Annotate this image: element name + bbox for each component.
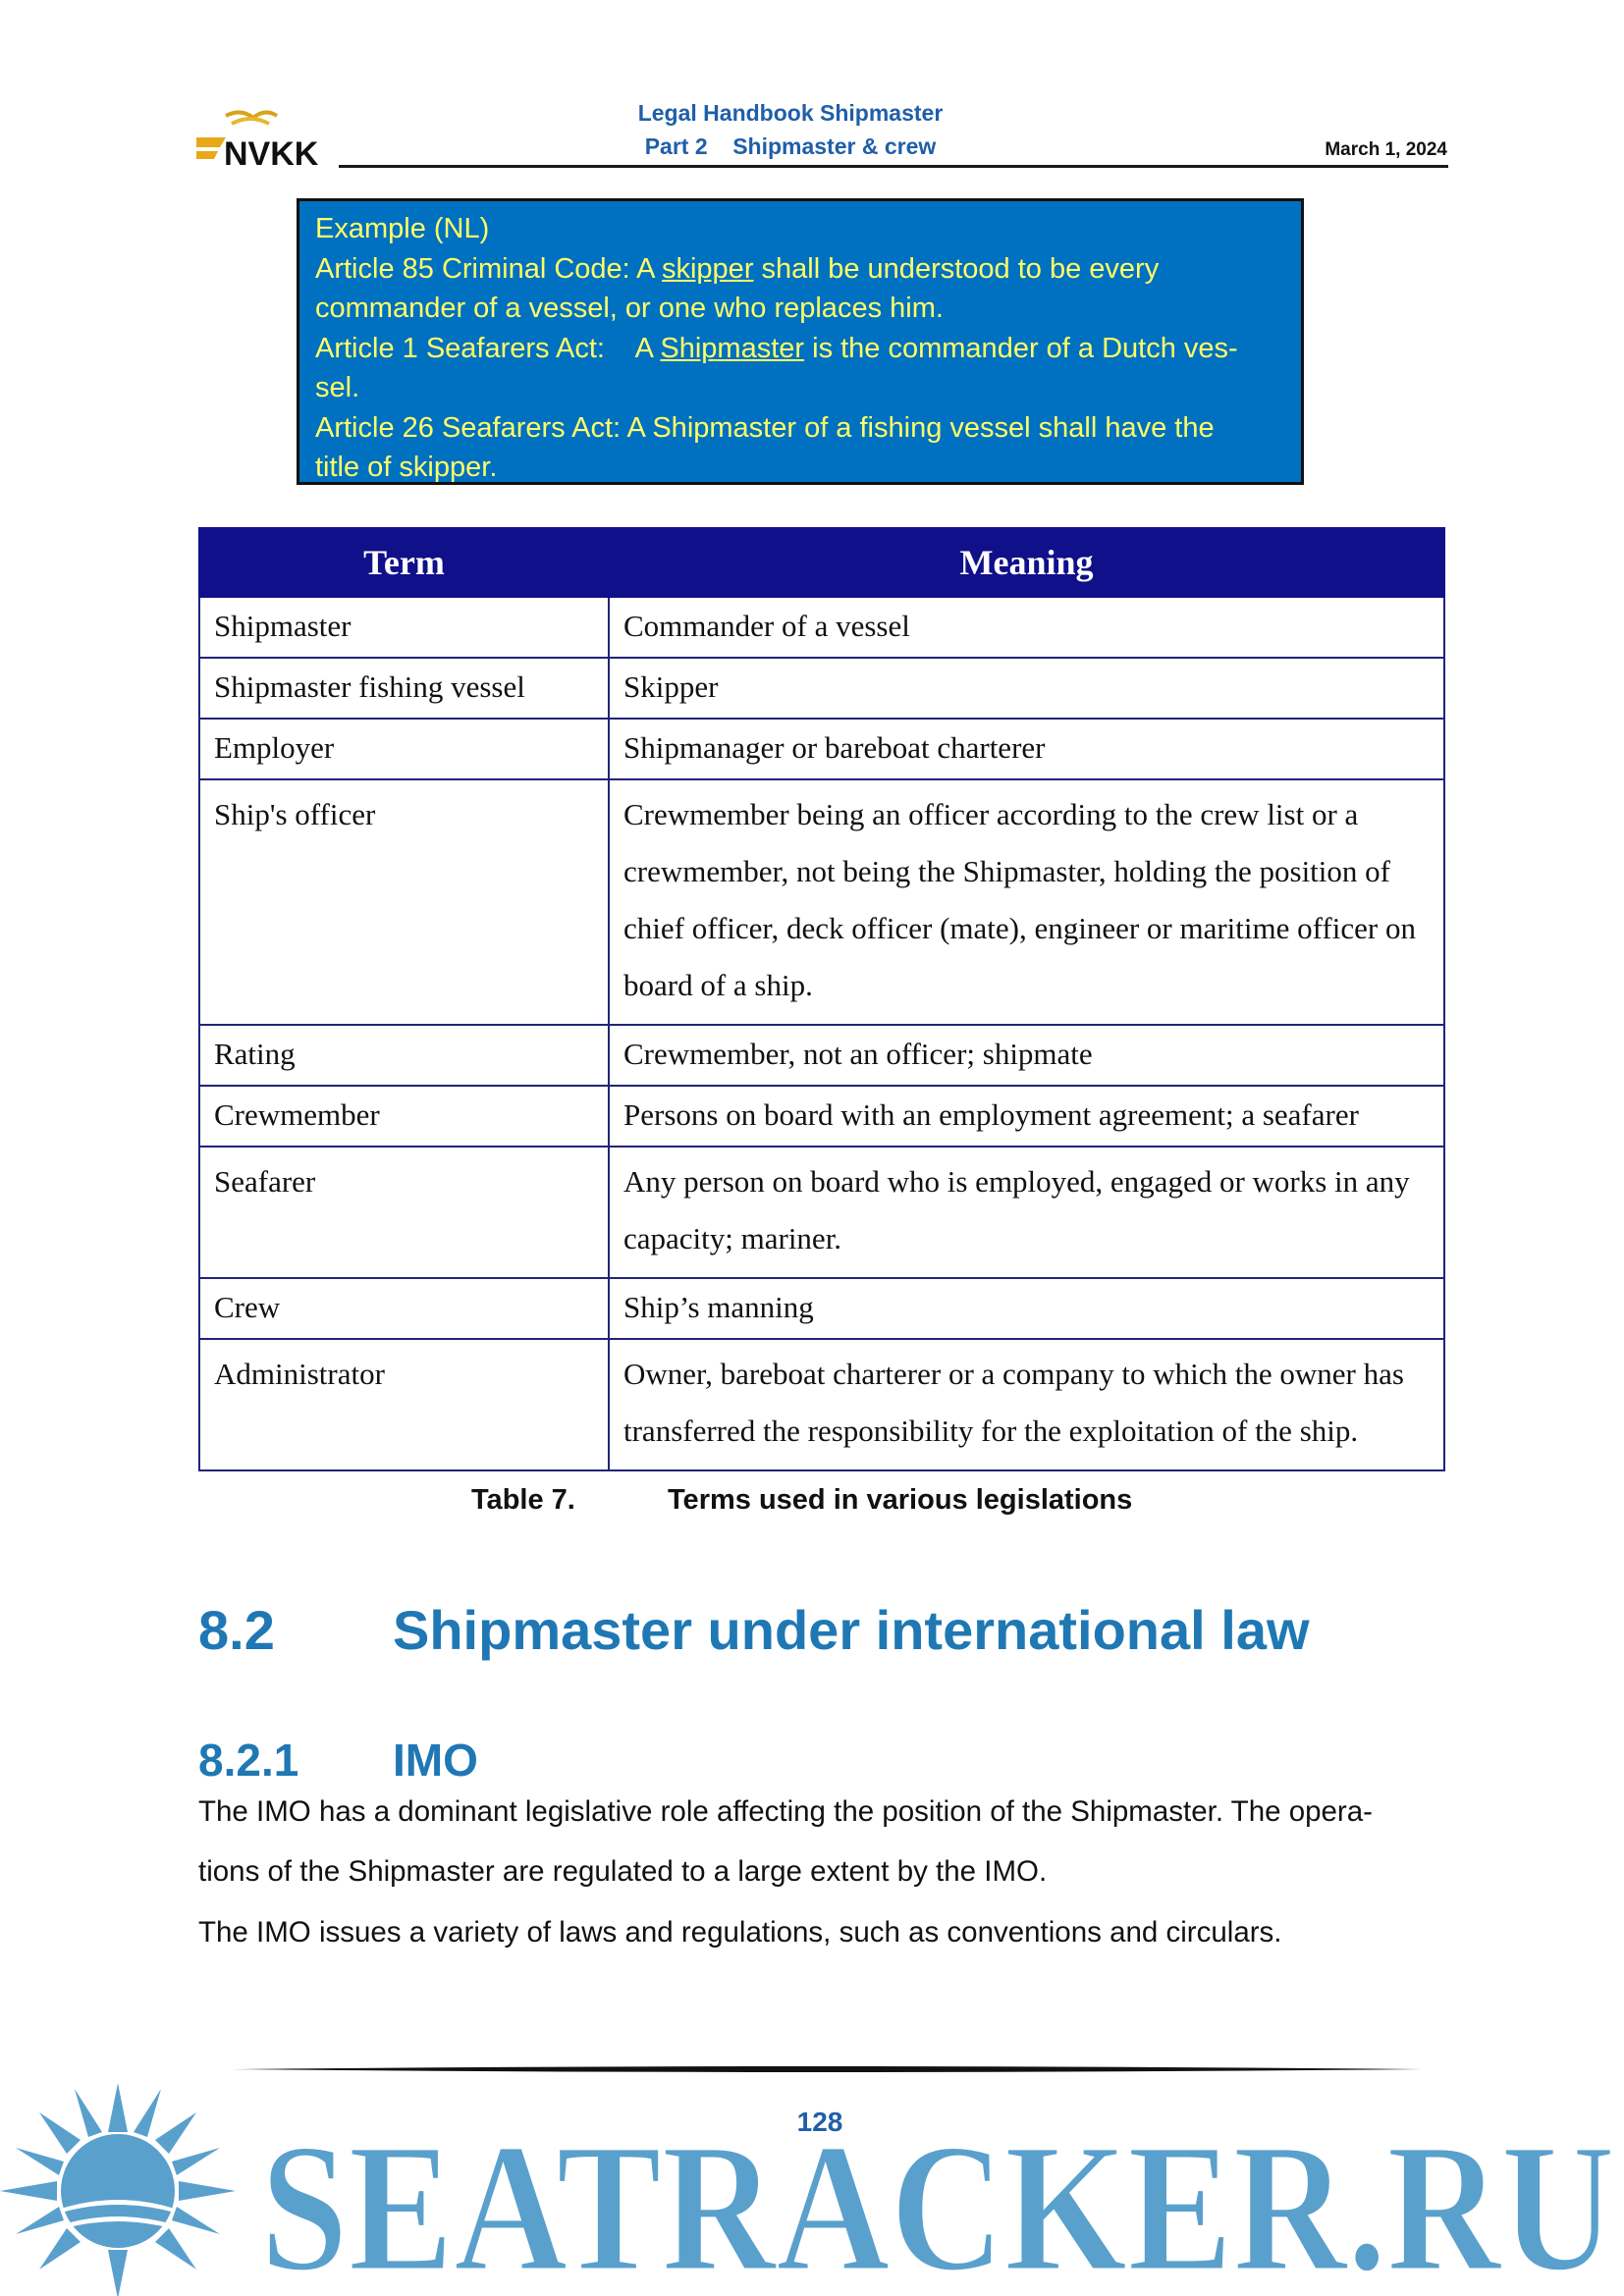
example-heading: Example (NL) <box>315 213 490 244</box>
column-header-meaning: Meaning <box>609 528 1444 597</box>
table-row <box>199 1278 1444 1339</box>
term-cell: Rating <box>199 1025 609 1086</box>
example-line: Article 26 Seafarers Act: A Shipmaster of a fishing vessel shall have the <box>315 411 1215 444</box>
nvkk-logo <box>196 108 319 169</box>
example-line: title of skipper. <box>315 452 498 483</box>
example-box <box>297 198 1304 485</box>
table-row <box>199 1339 1444 1470</box>
term-cell: Ship's officer <box>199 779 609 1025</box>
header-date: March 1, 2024 <box>1325 139 1447 160</box>
footer-rule <box>232 2065 1422 2073</box>
logo-text: NVKK <box>224 135 319 169</box>
example-line: Article 1 Seafarers Act: A Shipmaster is the commander of a Dutch ves- <box>315 332 1238 364</box>
example-line: Article 85 Criminal Code: A skipper shall be understood to be every <box>315 252 1160 285</box>
header-title: Legal Handbook Shipmaster <box>637 100 944 126</box>
sun-icon <box>0 2083 236 2296</box>
header-subtitle: Part 2 Shipmaster & crew <box>644 133 937 159</box>
meaning-cell: Any person on board who is employed, engaged or works in any capacity; mariner. <box>609 1147 1444 1278</box>
terms-table <box>198 527 1445 1471</box>
header-rule <box>339 165 1448 168</box>
section-number: 8.2 <box>198 1599 275 1661</box>
shipmaster-link: Shipmaster <box>660 332 805 364</box>
term-cell: Shipmaster fishing vessel <box>199 658 609 719</box>
term-cell: Employer <box>199 719 609 779</box>
table-row <box>199 779 1444 1025</box>
table-caption-number: Table 7. <box>471 1484 575 1516</box>
skipper-link: skipper <box>661 252 754 285</box>
body-paragraph: The IMO issues a variety of laws and regulations, such as conventions and circulars. <box>198 1916 1282 1949</box>
watermark-text: SEATRACKER.RU <box>260 2105 1615 2296</box>
meaning-cell: Crewmember, not an officer; shipmate <box>609 1025 1444 1086</box>
meaning-cell: Owner, bareboat charterer or a company to which the owner has transferred the responsibility for the exploitation of the ship. <box>609 1339 1444 1470</box>
column-header-term: Term <box>199 528 609 597</box>
table-caption-text: Terms used in various legislations <box>668 1484 1133 1516</box>
meaning-cell: Commander of a vessel <box>609 597 1444 658</box>
table-row <box>199 1025 1444 1086</box>
meaning-cell: Persons on board with an employment agreement; a seafarer <box>609 1086 1444 1147</box>
page-number: 128 <box>796 2107 843 2137</box>
subsection-title: IMO <box>393 1735 478 1786</box>
meaning-cell: Skipper <box>609 658 1444 719</box>
table-row <box>199 597 1444 658</box>
term-cell: Shipmaster <box>199 597 609 658</box>
term-cell: Administrator <box>199 1339 609 1470</box>
example-line: commander of a vessel, or one who replaces him. <box>315 293 944 324</box>
meaning-cell: Crewmember being an officer according to the crew list or a crewmember, not being the Shipmaster, holding the position of chief officer, deck officer (mate), engineer or maritime officer on board of a ship. <box>609 779 1444 1025</box>
table-row <box>199 658 1444 719</box>
term-cell: Seafarer <box>199 1147 609 1278</box>
table-row <box>199 719 1444 779</box>
term-cell: Crew <box>199 1278 609 1339</box>
table-caption <box>471 1484 1132 1517</box>
body-paragraph: tions of the Shipmaster are regulated to a large extent by the IMO. <box>198 1855 1048 1888</box>
section-title: Shipmaster under international law <box>393 1599 1310 1661</box>
subsection-number: 8.2.1 <box>198 1735 299 1786</box>
table-header-row <box>199 528 1444 597</box>
table-row <box>199 1086 1444 1147</box>
example-line: sel. <box>315 372 360 403</box>
meaning-cell: Shipmanager or bareboat charterer <box>609 719 1444 779</box>
table-row <box>199 1147 1444 1278</box>
meaning-cell: Ship’s manning <box>609 1278 1444 1339</box>
body-paragraph: The IMO has a dominant legislative role affecting the position of the Shipmaster. The opera- <box>198 1795 1373 1828</box>
term-cell: Crewmember <box>199 1086 609 1147</box>
